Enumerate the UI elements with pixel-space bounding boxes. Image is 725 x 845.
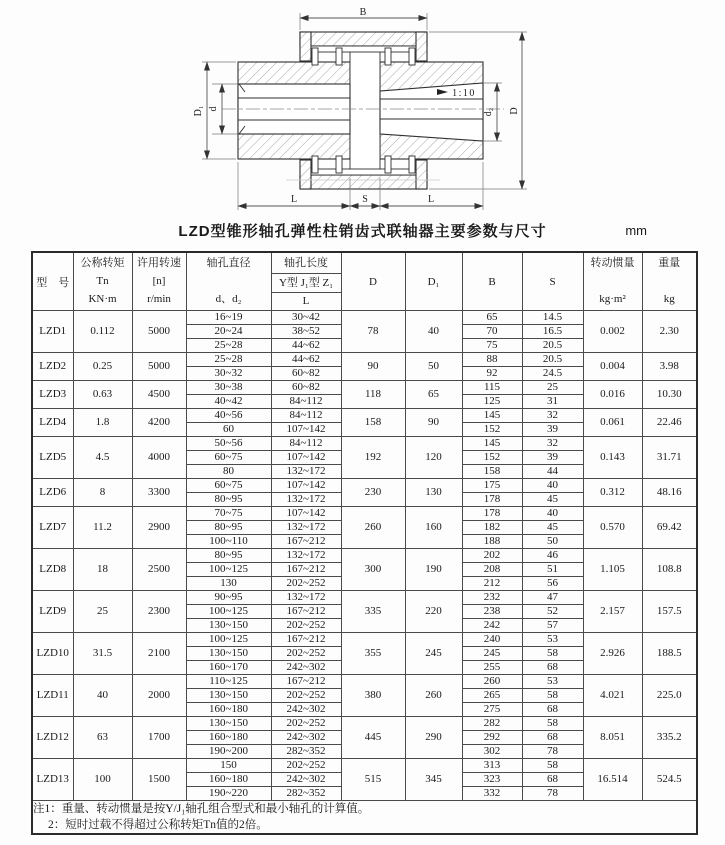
cell-model: LZD10 <box>32 633 73 675</box>
cell-B: 212 <box>462 577 522 591</box>
cell-model: LZD4 <box>32 409 73 437</box>
cell-bore-length: 132~172 <box>271 521 341 535</box>
table-row <box>32 381 697 395</box>
notes-cell <box>32 801 697 835</box>
cell-D1: 65 <box>405 381 462 409</box>
cell-inertia: 1.105 <box>583 549 642 591</box>
cell-D1: 345 <box>405 759 462 801</box>
cell-S: 45 <box>522 493 583 507</box>
cell-bore-length: 132~172 <box>271 493 341 507</box>
cell-torque: 0.63 <box>73 381 132 409</box>
cell-bore-diameter: 150 <box>186 759 271 773</box>
header-speed-unit: r/min <box>147 293 171 305</box>
cell-speed: 4000 <box>132 437 186 479</box>
cell-S: 68 <box>522 661 583 675</box>
cell-model: LZD5 <box>32 437 73 479</box>
header-weight-unit: kg <box>663 293 675 305</box>
cell-D: 355 <box>341 633 405 675</box>
cell-D: 300 <box>341 549 405 591</box>
cell-D1: 120 <box>405 437 462 479</box>
cell-torque: 8 <box>73 479 132 507</box>
cell-torque: 100 <box>73 759 132 801</box>
cell-D1: 220 <box>405 591 462 633</box>
cell-torque: 18 <box>73 549 132 591</box>
cell-S: 58 <box>522 647 583 661</box>
cell-inertia: 2.926 <box>583 633 642 675</box>
cell-weight: 524.5 <box>642 759 697 801</box>
cell-bore-length: 282~352 <box>271 787 341 801</box>
table-row <box>32 633 697 647</box>
cell-D1: 130 <box>405 479 462 507</box>
cell-bore-length: 60~82 <box>271 367 341 381</box>
cell-D1: 245 <box>405 633 462 675</box>
table-row <box>32 507 697 521</box>
cell-S: 40 <box>522 507 583 521</box>
cell-bore-diameter: 70~75 <box>186 507 271 521</box>
cell-bore-length: 132~172 <box>271 591 341 605</box>
cell-B: 240 <box>462 633 522 647</box>
cell-speed: 2500 <box>132 549 186 591</box>
cell-bore-length: 202~252 <box>271 647 341 661</box>
cell-S: 14.5 <box>522 311 583 325</box>
cell-inertia: 0.570 <box>583 507 642 549</box>
cell-model: LZD2 <box>32 353 73 381</box>
cell-D: 118 <box>341 381 405 409</box>
cell-S: 58 <box>522 717 583 731</box>
title-row <box>0 220 725 244</box>
cell-S: 39 <box>522 423 583 437</box>
cell-speed: 1500 <box>132 759 186 801</box>
cell-model: LZD12 <box>32 717 73 759</box>
cell-bore-length: 282~352 <box>271 745 341 759</box>
cell-D1: 160 <box>405 507 462 549</box>
cell-bore-diameter: 130~150 <box>186 647 271 661</box>
note-2: 2：短时过载不得超过公称转矩Tn值的2倍。 <box>48 819 268 831</box>
cell-D: 445 <box>341 717 405 759</box>
cell-bore-length: 107~142 <box>271 423 341 437</box>
cell-inertia: 0.002 <box>583 311 642 353</box>
cell-D: 192 <box>341 437 405 479</box>
cell-bore-length: 242~302 <box>271 731 341 745</box>
cell-B: 178 <box>462 493 522 507</box>
cell-D: 230 <box>341 479 405 507</box>
cell-model: LZD13 <box>32 759 73 801</box>
cell-inertia: 0.016 <box>583 381 642 409</box>
dim-label-D1: D₁ <box>193 105 204 117</box>
cell-bore-diameter: 190~220 <box>186 787 271 801</box>
cell-bore-diameter: 160~180 <box>186 703 271 717</box>
cell-bore-length: 107~142 <box>271 507 341 521</box>
cell-weight: 157.5 <box>642 591 697 633</box>
cell-S: 20.5 <box>522 353 583 367</box>
header-torque <box>73 252 132 311</box>
cell-B: 152 <box>462 423 522 437</box>
table-header <box>32 252 697 311</box>
cell-weight: 335.2 <box>642 717 697 759</box>
cell-D1: 50 <box>405 353 462 381</box>
cell-S: 68 <box>522 731 583 745</box>
table-row <box>32 353 697 367</box>
parameters-table <box>31 251 698 835</box>
header-bore-length-types: Y型 J₁型 Z₁ <box>272 274 341 293</box>
cell-bore-diameter: 90~95 <box>186 591 271 605</box>
cell-weight: 108.8 <box>642 549 697 591</box>
cell-model: LZD6 <box>32 479 73 507</box>
cell-B: 292 <box>462 731 522 745</box>
cell-B: 75 <box>462 339 522 353</box>
cell-B: 232 <box>462 591 522 605</box>
cell-bore-length: 202~252 <box>271 577 341 591</box>
cell-model: LZD7 <box>32 507 73 549</box>
cell-speed: 1700 <box>132 717 186 759</box>
dim-label-D: D <box>509 107 520 115</box>
header-bore-length-symbol: L <box>302 295 310 307</box>
cell-speed: 2300 <box>132 591 186 633</box>
header-weight-title: 重量 <box>658 257 681 269</box>
dim-label-d2: d₂ <box>483 107 494 117</box>
cell-bore-length: 84~112 <box>271 409 341 423</box>
cell-inertia: 0.061 <box>583 409 642 437</box>
cell-S: 16.5 <box>522 325 583 339</box>
cell-B: 175 <box>462 479 522 493</box>
cell-torque: 25 <box>73 591 132 633</box>
cell-speed: 5000 <box>132 353 186 381</box>
coupling-drawing <box>0 2 725 220</box>
cell-bore-diameter: 130~150 <box>186 619 271 633</box>
cell-S: 52 <box>522 605 583 619</box>
cell-S: 51 <box>522 563 583 577</box>
cell-S: 40 <box>522 479 583 493</box>
cell-bore-length: 107~142 <box>271 451 341 465</box>
cell-B: 265 <box>462 689 522 703</box>
dim-label-B: B <box>359 7 367 18</box>
cell-D: 335 <box>341 591 405 633</box>
table-row <box>32 479 697 493</box>
cell-B: 332 <box>462 787 522 801</box>
cell-torque: 11.2 <box>73 507 132 549</box>
cell-B: 302 <box>462 745 522 759</box>
table-row <box>32 675 697 689</box>
cell-bore-length: 44~62 <box>271 339 341 353</box>
cell-S: 53 <box>522 675 583 689</box>
cell-bore-length: 107~142 <box>271 479 341 493</box>
cell-S: 58 <box>522 689 583 703</box>
cell-S: 47 <box>522 591 583 605</box>
cell-B: 145 <box>462 409 522 423</box>
cell-inertia: 16.514 <box>583 759 642 801</box>
cell-S: 32 <box>522 409 583 423</box>
cell-inertia: 2.157 <box>583 591 642 633</box>
header-B: B <box>462 252 522 311</box>
cell-bore-length: 202~252 <box>271 759 341 773</box>
cell-model: LZD9 <box>32 591 73 633</box>
cell-S: 56 <box>522 577 583 591</box>
cell-B: 115 <box>462 381 522 395</box>
cell-bore-diameter: 50~56 <box>186 437 271 451</box>
cell-weight: 3.98 <box>642 353 697 381</box>
cell-S: 78 <box>522 787 583 801</box>
cell-model: LZD8 <box>32 549 73 591</box>
header-bore-diameter-title: 轴孔直径 <box>206 257 251 269</box>
cell-weight: 22.46 <box>642 409 697 437</box>
cell-bore-diameter: 80~95 <box>186 521 271 535</box>
cell-bore-length: 132~172 <box>271 465 341 479</box>
cell-S: 50 <box>522 535 583 549</box>
cell-B: 313 <box>462 759 522 773</box>
cell-bore-diameter: 100~125 <box>186 633 271 647</box>
cell-bore-length: 132~172 <box>271 549 341 563</box>
table-row <box>32 437 697 451</box>
cell-S: 68 <box>522 773 583 787</box>
table-row <box>32 591 697 605</box>
dim-label-L-right: L <box>427 194 435 205</box>
cell-inertia: 4.021 <box>583 675 642 717</box>
unit-label: mm <box>625 223 647 238</box>
cell-bore-diameter: 60~75 <box>186 451 271 465</box>
cell-bore-length: 84~112 <box>271 395 341 409</box>
cell-model: LZD3 <box>32 381 73 409</box>
cell-speed: 2900 <box>132 507 186 549</box>
header-speed-symbol: [n] <box>152 275 166 287</box>
cell-B: 242 <box>462 619 522 633</box>
cell-torque: 31.5 <box>73 633 132 675</box>
cell-torque: 40 <box>73 675 132 717</box>
table-row <box>32 311 697 325</box>
cell-B: 275 <box>462 703 522 717</box>
sleeve-top <box>300 32 427 46</box>
cell-S: 39 <box>522 451 583 465</box>
header-inertia-title: 转动惯量 <box>590 257 635 269</box>
cell-B: 88 <box>462 353 522 367</box>
cell-bore-diameter: 100~110 <box>186 535 271 549</box>
cell-bore-diameter: 130 <box>186 577 271 591</box>
cell-bore-diameter: 100~125 <box>186 605 271 619</box>
cell-model: LZD1 <box>32 311 73 353</box>
cell-D: 260 <box>341 507 405 549</box>
header-inertia-unit: kg·m² <box>599 293 626 305</box>
cell-inertia: 0.004 <box>583 353 642 381</box>
param-table-body <box>32 311 697 801</box>
cell-bore-diameter: 40~56 <box>186 409 271 423</box>
cell-bore-length: 44~62 <box>271 353 341 367</box>
cell-model: LZD11 <box>32 675 73 717</box>
cell-B: 182 <box>462 521 522 535</box>
cell-S: 32 <box>522 437 583 451</box>
cell-D: 158 <box>341 409 405 437</box>
cell-D1: 40 <box>405 311 462 353</box>
header-weight <box>642 252 697 311</box>
note-1: 注1：重量、转动惯量是按Y/J₁轴孔组合型式和最小轴孔的计算值。 <box>33 803 370 815</box>
header-speed-title: 许用转速 <box>137 257 181 269</box>
dim-label-d: d <box>208 106 219 112</box>
cell-D1: 190 <box>405 549 462 591</box>
cell-D1: 290 <box>405 717 462 759</box>
cell-weight: 188.5 <box>642 633 697 675</box>
table-row <box>32 549 697 563</box>
cell-bore-length: 167~212 <box>271 605 341 619</box>
cell-B: 260 <box>462 675 522 689</box>
page-title: LZD型锥形轴孔弹性柱销齿式联轴器主要参数与尺寸 <box>178 223 547 240</box>
header-speed <box>132 252 186 311</box>
cell-S: 78 <box>522 745 583 759</box>
cell-bore-length: 60~82 <box>271 381 341 395</box>
cell-bore-diameter: 20~24 <box>186 325 271 339</box>
cell-bore-diameter: 160~180 <box>186 773 271 787</box>
cell-bore-diameter: 30~32 <box>186 367 271 381</box>
cell-torque: 0.25 <box>73 353 132 381</box>
cell-torque: 1.8 <box>73 409 132 437</box>
cell-B: 238 <box>462 605 522 619</box>
cell-speed: 3300 <box>132 479 186 507</box>
header-bore-diameter-symbol: d、d₂ <box>215 293 242 305</box>
header-D1: D₁ <box>405 252 462 311</box>
cell-S: 58 <box>522 759 583 773</box>
cell-S: 24.5 <box>522 367 583 381</box>
cell-B: 178 <box>462 507 522 521</box>
cell-B: 152 <box>462 451 522 465</box>
cell-S: 68 <box>522 703 583 717</box>
cell-S: 45 <box>522 521 583 535</box>
cell-S: 25 <box>522 381 583 395</box>
table-footer <box>32 801 697 835</box>
cell-bore-length: 167~212 <box>271 675 341 689</box>
cell-bore-length: 202~252 <box>271 717 341 731</box>
cell-inertia: 0.143 <box>583 437 642 479</box>
cell-torque: 63 <box>73 717 132 759</box>
cell-speed: 4500 <box>132 381 186 409</box>
cell-torque: 4.5 <box>73 437 132 479</box>
cell-B: 70 <box>462 325 522 339</box>
cell-speed: 5000 <box>132 311 186 353</box>
cell-bore-length: 242~302 <box>271 773 341 787</box>
cell-D: 515 <box>341 759 405 801</box>
cell-D: 78 <box>341 311 405 353</box>
cell-bore-diameter: 160~180 <box>186 731 271 745</box>
header-bore-length-title: 轴孔长度 <box>272 253 341 274</box>
header-D: D <box>341 252 405 311</box>
cell-D1: 260 <box>405 675 462 717</box>
cell-bore-diameter: 60~75 <box>186 479 271 493</box>
cell-S: 46 <box>522 549 583 563</box>
cell-S: 20.5 <box>522 339 583 353</box>
cell-speed: 4200 <box>132 409 186 437</box>
header-model: 型 号 <box>32 252 73 311</box>
dim-label-S: S <box>362 194 368 205</box>
cell-bore-length: 38~52 <box>271 325 341 339</box>
cell-bore-length: 84~112 <box>271 437 341 451</box>
cell-weight: 225.0 <box>642 675 697 717</box>
cell-speed: 2100 <box>132 633 186 675</box>
cell-D: 380 <box>341 675 405 717</box>
cell-bore-length: 202~252 <box>271 619 341 633</box>
cell-bore-diameter: 100~125 <box>186 563 271 577</box>
cell-B: 188 <box>462 535 522 549</box>
cell-B: 255 <box>462 661 522 675</box>
cell-B: 92 <box>462 367 522 381</box>
cell-bore-length: 202~252 <box>271 689 341 703</box>
cell-B: 245 <box>462 647 522 661</box>
cell-D1: 90 <box>405 409 462 437</box>
header-bore-length <box>271 252 341 311</box>
taper-label: 1:10 <box>452 88 476 99</box>
header-torque-title: 公称转矩 <box>80 257 125 269</box>
header-torque-symbol: Tn <box>96 275 109 287</box>
cell-bore-diameter: 80 <box>186 465 271 479</box>
cell-bore-length: 242~302 <box>271 703 341 717</box>
cell-B: 323 <box>462 773 522 787</box>
cell-bore-diameter: 25~28 <box>186 339 271 353</box>
cell-bore-diameter: 16~19 <box>186 311 271 325</box>
cell-B: 145 <box>462 437 522 451</box>
cell-B: 282 <box>462 717 522 731</box>
header-torque-unit: KN·m <box>88 293 117 305</box>
cell-bore-diameter: 40~42 <box>186 395 271 409</box>
header-S: S <box>522 252 583 311</box>
cell-B: 208 <box>462 563 522 577</box>
cell-bore-diameter: 80~95 <box>186 493 271 507</box>
cell-bore-length: 30~42 <box>271 311 341 325</box>
cell-bore-diameter: 110~125 <box>186 675 271 689</box>
cell-weight: 2.30 <box>642 311 697 353</box>
center-gap <box>350 46 380 175</box>
table-row <box>32 409 697 423</box>
cell-inertia: 0.312 <box>583 479 642 507</box>
cell-S: 53 <box>522 633 583 647</box>
table-row <box>32 759 697 773</box>
cell-weight: 10.30 <box>642 381 697 409</box>
dim-label-L-left: L <box>290 194 298 205</box>
cell-B: 125 <box>462 395 522 409</box>
cell-B: 65 <box>462 311 522 325</box>
cell-bore-diameter: 160~170 <box>186 661 271 675</box>
cell-bore-diameter: 60 <box>186 423 271 437</box>
header-bore-diameter <box>186 252 271 311</box>
header-inertia <box>583 252 642 311</box>
cell-weight: 31.71 <box>642 437 697 479</box>
cell-bore-length: 242~302 <box>271 661 341 675</box>
cell-bore-length: 167~212 <box>271 535 341 549</box>
sleeve-bottom <box>300 175 427 189</box>
cell-D: 90 <box>341 353 405 381</box>
cell-bore-diameter: 30~38 <box>186 381 271 395</box>
cell-speed: 2000 <box>132 675 186 717</box>
cell-S: 57 <box>522 619 583 633</box>
cell-weight: 69.42 <box>642 507 697 549</box>
cell-B: 158 <box>462 465 522 479</box>
cell-bore-length: 167~212 <box>271 633 341 647</box>
table-row <box>32 717 697 731</box>
cell-bore-diameter: 130~150 <box>186 689 271 703</box>
cell-S: 44 <box>522 465 583 479</box>
cell-bore-length: 167~212 <box>271 563 341 577</box>
cell-B: 202 <box>462 549 522 563</box>
cell-bore-diameter: 80~95 <box>186 549 271 563</box>
cell-inertia: 8.051 <box>583 717 642 759</box>
cell-torque: 0.112 <box>73 311 132 353</box>
cell-bore-diameter: 190~200 <box>186 745 271 759</box>
cell-bore-diameter: 25~28 <box>186 353 271 367</box>
cell-weight: 48.16 <box>642 479 697 507</box>
cell-S: 31 <box>522 395 583 409</box>
cell-bore-diameter: 130~150 <box>186 717 271 731</box>
